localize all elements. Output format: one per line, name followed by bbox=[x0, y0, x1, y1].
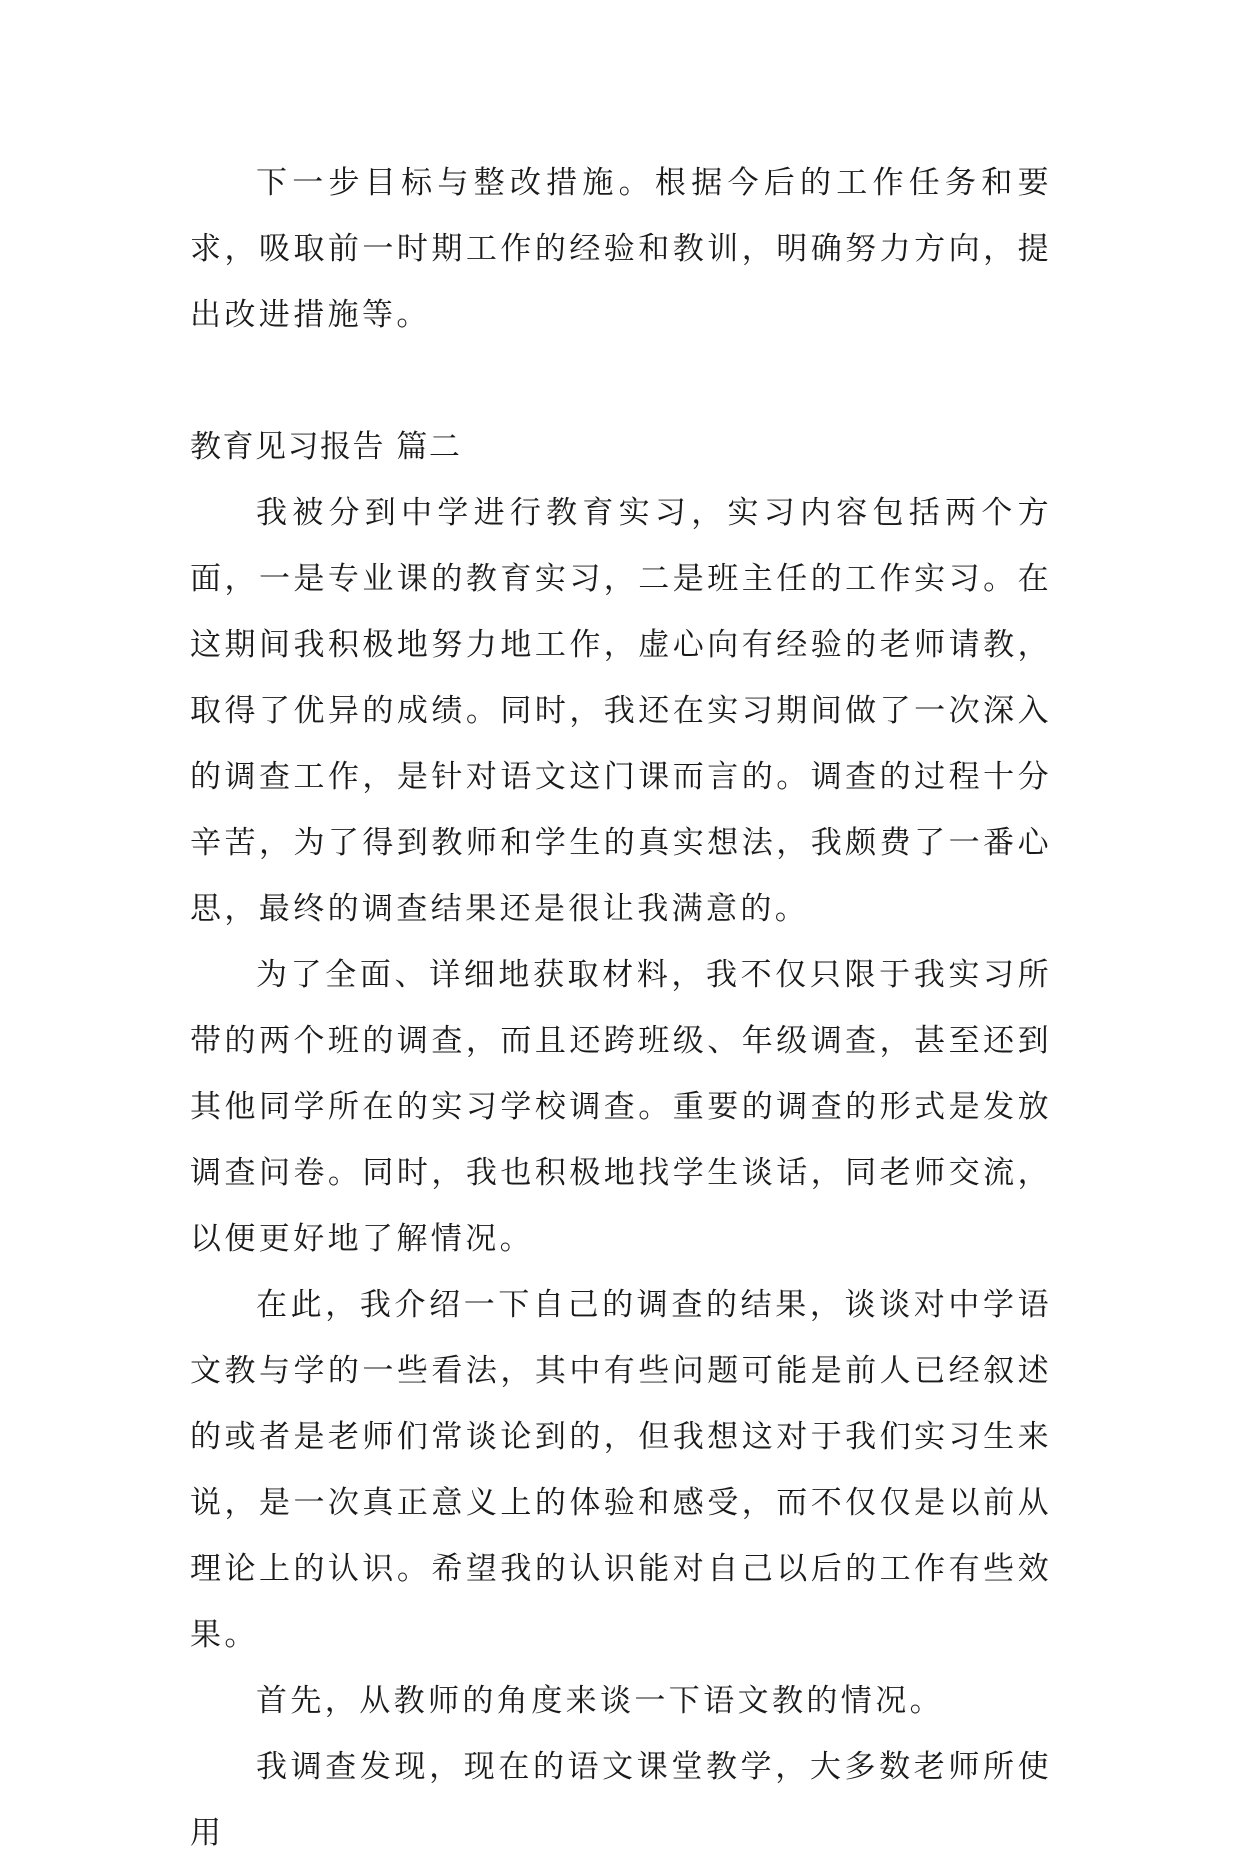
intro-paragraph: 下一步目标与整改措施。根据今后的工作任务和要求，吸取前一时期工作的经验和教训，明确努力方向，提出改进措施等。 bbox=[190, 165, 1052, 333]
body-paragraph-4: 首先，从教师的角度来谈一下语文教的情况。 bbox=[256, 1683, 944, 1719]
body-paragraph-3: 在此，我介绍一下自己的调查的结果，谈谈对中学语文教与学的一些看法，其中有些问题可能是前人已经叙述的或者是老师们常谈论到的，但我想这对于我们实习生来说，是一次真正意义上的体验和感受，而不仅仅是以前从理论上的认识。希望我的认识能对自己以后的工作有些效果。 bbox=[190, 1287, 1052, 1653]
body-paragraph-5: 我调查发现，现在的语文课堂教学，大多数老师所使用 bbox=[190, 1749, 1052, 1851]
body-paragraph-2: 为了全面、详细地获取材料，我不仅只限于我实习所带的两个班的调查，而且还跨班级、年级调查，甚至还到其他同学所在的实习学校调查。重要的调查的形式是发放调查问卷。同时，我也积极地找学生谈话，同老师交流，以便更好地了解情况。 bbox=[190, 957, 1052, 1257]
body-paragraph-1: 我被分到中学进行教育实习，实习内容包括两个方面，一是专业课的教育实习，二是班主任的工作实习。在这期间我积极地努力地工作，虚心向有经验的老师请教，取得了优异的成绩。同时，我还在实习期间做了一次深入的调查工作，是针对语文这门课而言的。调查的过程十分辛苦，为了得到教师和学生的真实想法，我颇费了一番心思，最终的调查结果还是很让我满意的。 bbox=[190, 495, 1052, 927]
document-body bbox=[190, 150, 1052, 1866]
section-heading: 教育见习报告 篇二 bbox=[190, 429, 462, 465]
